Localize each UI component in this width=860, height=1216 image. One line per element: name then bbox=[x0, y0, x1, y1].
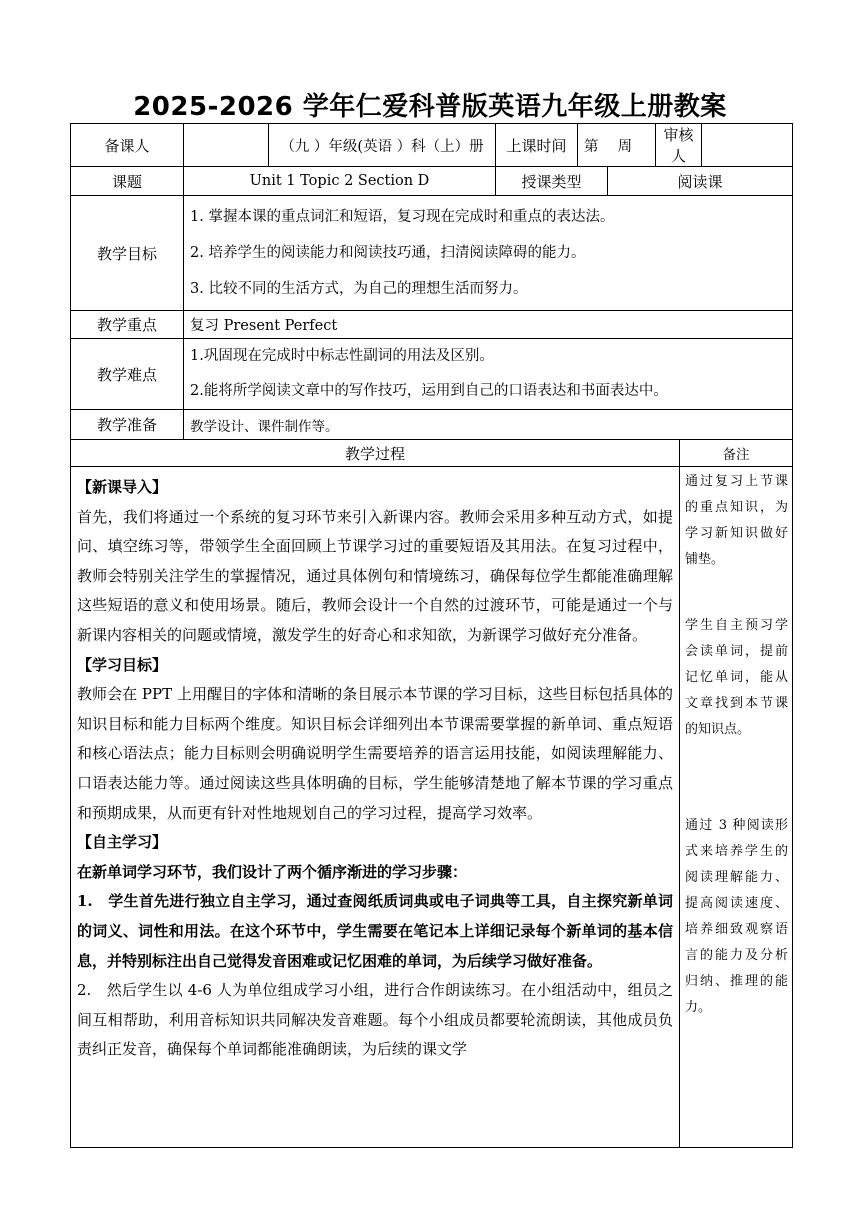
goals-label: 教学目标 bbox=[71, 196, 184, 311]
page-title: 2025-2026 学年仁爱科普版英语九年级上册教案 bbox=[133, 92, 727, 122]
reviewer-label: 审核人 bbox=[656, 124, 702, 167]
preparation-label: 教学准备 bbox=[71, 410, 184, 440]
self-study-section-title: 【自主学习】 bbox=[77, 833, 168, 852]
difficulties-list bbox=[184, 339, 793, 410]
self-study-step-1: 1. 学生首先进行独立自主学习，通过查阅纸质词典或电子词典等工具，自主探究新单词的词义、词性和用法。在这个环节中，学生需要在笔记本上详细记录每个新单词的基本信息，并特别标注出自己觉得发音困难或记忆困难的单词，为后续学习做好准备。 bbox=[77, 892, 674, 970]
lesson-plan-table bbox=[70, 123, 793, 1148]
note-item: 学生自主预习学会读单词，提前记忆单词，能从文章找到本节课的知识点。 bbox=[685, 618, 789, 737]
grade-info: （九 ）年级(英语 ）科（上）册 bbox=[269, 124, 496, 167]
preparer-value bbox=[184, 124, 269, 167]
intro-section-title: 【新课导入】 bbox=[77, 478, 168, 496]
goals-section-text: 教师会在 PPT 上用醒目的字体和清晰的条目展示本节课的学习目标，这些目标包括具体的知识目标和能力目标两个维度。知识目标会详细列出本节课需要掌握的新单词、重点短语和核心语法点；能力目标则会明确说明学生需要培养的语言运用技能，如阅读理解能力、口语表达能力等。通过阅读这些具体明确的目标，学生能够清楚地了解本节课的学习重点和预期成果，从而更有针对性地规划自己的学习过程，提高学习效率。 bbox=[77, 685, 674, 822]
preparer-label: 备课人 bbox=[71, 124, 184, 167]
self-study-intro: 在新单词学习环节，我们设计了两个循序渐进的学习步骤： bbox=[77, 862, 468, 881]
topic-label: 课题 bbox=[71, 167, 184, 196]
difficulty-item: 1.巩固现在完成时中标志性副词的用法及区别。 bbox=[190, 348, 494, 364]
goal-item: 2. 培养学生的阅读能力和阅读技巧通，扫清阅读障碍的能力。 bbox=[190, 245, 586, 261]
difficulty-item: 2.能将所学阅读文章中的写作技巧，运用到自己的口语表达和书面表达中。 bbox=[190, 383, 668, 399]
process-header: 教学过程 bbox=[71, 440, 680, 467]
lesson-type-value: 阅读课 bbox=[608, 167, 793, 196]
topic-value: Unit 1 Topic 2 Section D bbox=[184, 167, 496, 196]
self-study-step-2: 2. 然后学生以 4-6 人为单位组成学习小组，进行合作朗读练习。在小组活动中，组员之间互相帮助，利用音标知识共同解决发音难题。每个小组成员都要轮流朗读，其他成员负责纠正发音，确保每个单词都能准确朗读，为后续的课文学 bbox=[77, 981, 674, 1059]
difficulties-label: 教学难点 bbox=[71, 339, 184, 410]
goal-item: 1. 掌握本课的重点词汇和短语，复习现在完成时和重点的表达法。 bbox=[190, 209, 615, 225]
reviewer-value bbox=[702, 124, 793, 167]
notes-header: 备注 bbox=[680, 440, 793, 467]
notes-column bbox=[680, 467, 793, 1148]
note-item: 通过 3 种阅读形式来培养学生的阅读理解能力、提高阅读速度、培养细致观察语言的能力及分析归纳、推理的能力。 bbox=[685, 818, 789, 1015]
key-points-value: 复习 Present Perfect bbox=[184, 311, 793, 339]
lesson-type-label: 授课类型 bbox=[496, 167, 608, 196]
week-label: 第 周 bbox=[578, 124, 656, 167]
intro-section-text: 首先，我们将通过一个系统的复习环节来引入新课内容。教师会采用多种互动方式，如提问、填空练习等，带领学生全面回顾上节课学习过的重要短语及其用法。在复习过程中，教师会特别关注学生的掌握情况，通过具体例句和情境练习，确保每位学生都能准确理解这些短语的意义和使用场景。随后，教师会设计一个自然的过渡环节，可能是通过一个与新课内容相关的问题或情境，激发学生的好奇心和求知欲，为新课学习做好充分准备。 bbox=[77, 507, 674, 644]
class-time-label: 上课时间 bbox=[496, 124, 578, 167]
goals-list bbox=[184, 196, 793, 311]
key-points-label: 教学重点 bbox=[71, 311, 184, 339]
process-body bbox=[71, 467, 680, 1148]
preparation-value: 教学设计、课件制作等。 bbox=[184, 410, 793, 440]
goal-item: 3. 比较不同的生活方式，为自己的理想生活而努力。 bbox=[190, 281, 528, 297]
note-item: 通过复习上节课的重点知识，为学习新知识做好铺垫。 bbox=[685, 474, 789, 567]
goals-section-title: 【学习目标】 bbox=[77, 655, 168, 674]
